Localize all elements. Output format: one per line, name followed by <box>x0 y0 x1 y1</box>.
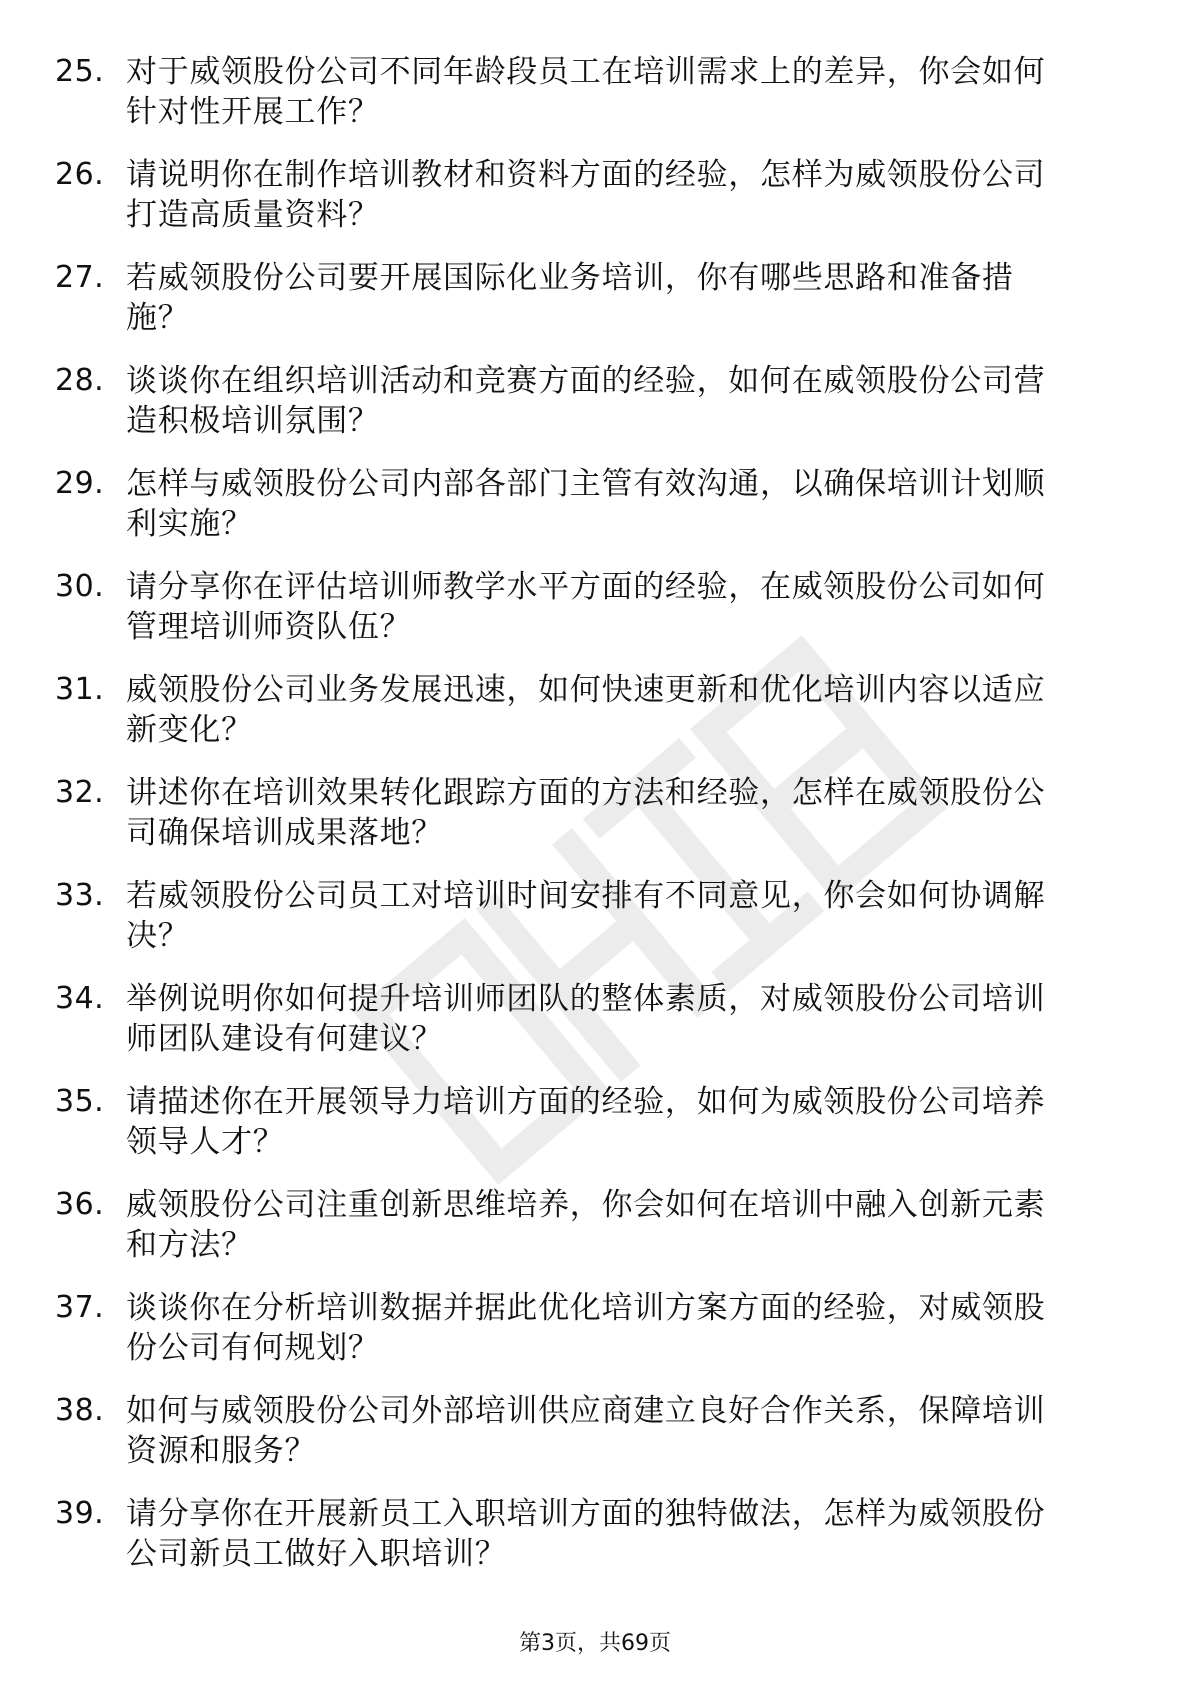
question-text: 对于威领股份公司不同年龄段员工在培训需求上的差异，你会如何针对性开展工作？ <box>126 54 1046 130</box>
question-number: 30. <box>55 569 105 604</box>
question-text: 请分享你在评估培训师教学水平方面的经验，在威领股份公司如何管理培训师资队伍？ <box>126 569 1046 645</box>
question-text: 若威领股份公司要开展国际化业务培训，你有哪些思路和准备措施？ <box>126 260 1014 336</box>
question-number: 33. <box>55 878 105 913</box>
question-item <box>55 1185 1105 1288</box>
question-item <box>55 1082 1105 1185</box>
question-list <box>55 52 1105 1597</box>
question-item <box>55 258 1105 361</box>
question-item <box>55 464 1105 567</box>
question-text: 讲述你在培训效果转化跟踪方面的方法和经验，怎样在威领股份公司确保培训成果落地？ <box>126 775 1046 851</box>
question-item <box>55 1391 1105 1494</box>
question-text: 威领股份公司业务发展迅速，如何快速更新和优化培训内容以适应新变化？ <box>126 672 1046 748</box>
question-item <box>55 361 1105 464</box>
question-item <box>55 773 1105 876</box>
page-footer: 第3页，共69页 <box>519 1631 671 1656</box>
question-number: 31. <box>55 672 105 707</box>
question-item <box>55 979 1105 1082</box>
question-text: 怎样与威领股份公司内部各部门主管有效沟通，以确保培训计划顺利实施？ <box>126 466 1046 542</box>
question-item <box>55 876 1105 979</box>
question-text: 举例说明你如何提升培训师团队的整体素质，对威领股份公司培训师团队建设有何建议？ <box>126 981 1046 1057</box>
question-number: 29. <box>55 466 105 501</box>
question-text: 请分享你在开展新员工入职培训方面的独特做法，怎样为威领股份公司新员工做好入职培训？ <box>126 1496 1046 1572</box>
question-number: 34. <box>55 981 105 1016</box>
question-number: 39. <box>55 1496 105 1531</box>
question-item <box>55 1494 1105 1597</box>
question-item <box>55 1288 1105 1391</box>
question-item <box>55 155 1105 258</box>
question-text: 如何与威领股份公司外部培训供应商建立良好合作关系，保障培训资源和服务？ <box>126 1393 1046 1469</box>
question-text: 谈谈你在分析培训数据并据此优化培训方案方面的经验，对威领股份公司有何规划？ <box>126 1290 1046 1366</box>
question-text: 谈谈你在组织培训活动和竞赛方面的经验，如何在威领股份公司营造积极培训氛围？ <box>126 363 1046 439</box>
question-number: 35. <box>55 1084 105 1119</box>
question-text: 请描述你在开展领导力培训方面的经验，如何为威领股份公司培养领导人才？ <box>126 1084 1046 1160</box>
question-number: 38. <box>55 1393 105 1428</box>
question-item <box>55 567 1105 670</box>
question-number: 26. <box>55 157 105 192</box>
question-text: 请说明你在制作培训教材和资料方面的经验，怎样为威领股份公司打造高质量资料？ <box>126 157 1046 233</box>
question-number: 37. <box>55 1290 105 1325</box>
question-text: 若威领股份公司员工对培训时间安排有不同意见，你会如何协调解决？ <box>126 878 1046 954</box>
question-number: 28. <box>55 363 105 398</box>
question-number: 27. <box>55 260 105 295</box>
question-item <box>55 670 1105 773</box>
question-number: 32. <box>55 775 105 810</box>
question-text: 威领股份公司注重创新思维培养，你会如何在培训中融入创新元素和方法？ <box>126 1187 1046 1263</box>
question-number: 25. <box>55 54 105 89</box>
question-number: 36. <box>55 1187 105 1222</box>
question-item <box>55 52 1105 155</box>
